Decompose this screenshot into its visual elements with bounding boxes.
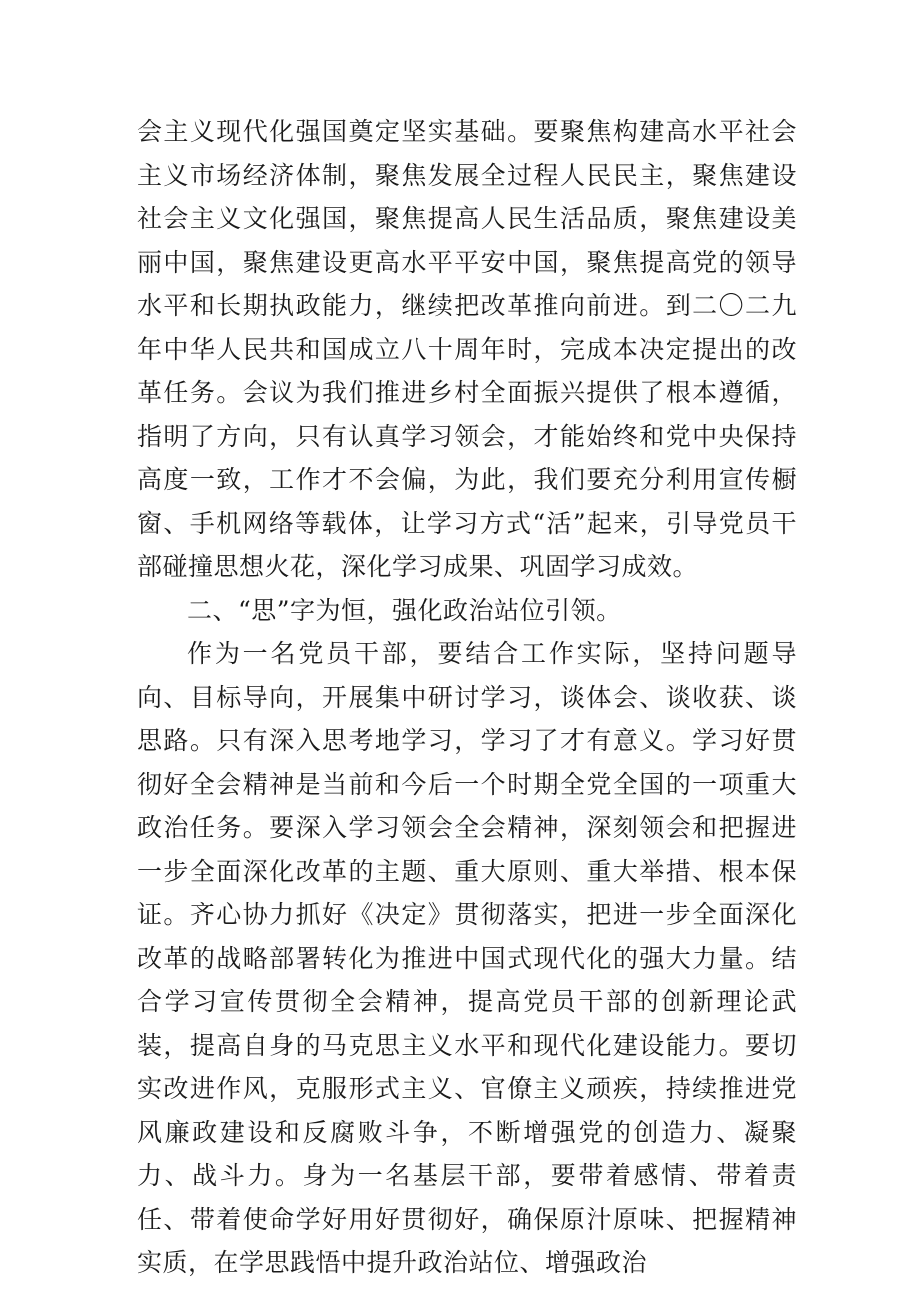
paragraph-body: 作为一名党员干部，要结合工作实际，坚持问题导向、目标导向，开展集中研讨学习，谈体会、谈收获、谈思路。只有深入思考地学习，学习了才有意义。学习好贯彻好全会精神是当前和今后一个时期全党全国的一项重大政治任务。要深入学习领会全会精神，深刻领会和把握进一步全面深化改革的主题、重大原则、重大举措、根本保证。齐心协力抓好《决定》贯彻落实，把进一步全面深化改革的战略部署转化为推进中国式现代化的强大力量。结合学习宣传贯彻全会精神，提高党员干部的创新理论武装，提高自身的马克思主义水平和现代化建设能力。要切实改进作风，克服形式主义、官僚主义顽疾，持续推进党风廉政建设和反腐败斗争，不断增强党的创造力、凝聚力、战斗力。身为一名基层干部，要带着感情、带着责任、带着使命学好用好贯彻好，确保原汁原味、把握精神实质，在学思践悟中提升政治站位、增强政治 bbox=[137, 639, 797, 1277]
section-heading: 二、“思”字为恒，强化政治站位引领。 bbox=[187, 595, 622, 625]
document-body bbox=[137, 110, 797, 1285]
paragraph-continuation: 会主义现代化强国奠定坚实基础。要聚焦构建高水平社会主义市场经济体制，聚焦发展全过程人民民主，聚焦建设社会主义文化强国，聚焦提高人民生活品质，聚焦建设美丽中国，聚焦建设更高水平平安中国，聚焦提高党的领导水平和长期执政能力，继续把改革推向前进。到二〇二九年中华人民共和国成立八十周年时，完成本决定提出的改革任务。会议为我们推进乡村全面振兴提供了根本遵循，指明了方向，只有认真学习领会，才能始终和党中央保持高度一致，工作才不会偏，为此，我们要充分利用宣传橱窗、手机网络等载体，让学习方式“活”起来，引导党员干部碰撞思想火花，深化学习成果、巩固学习成效。 bbox=[137, 117, 797, 581]
